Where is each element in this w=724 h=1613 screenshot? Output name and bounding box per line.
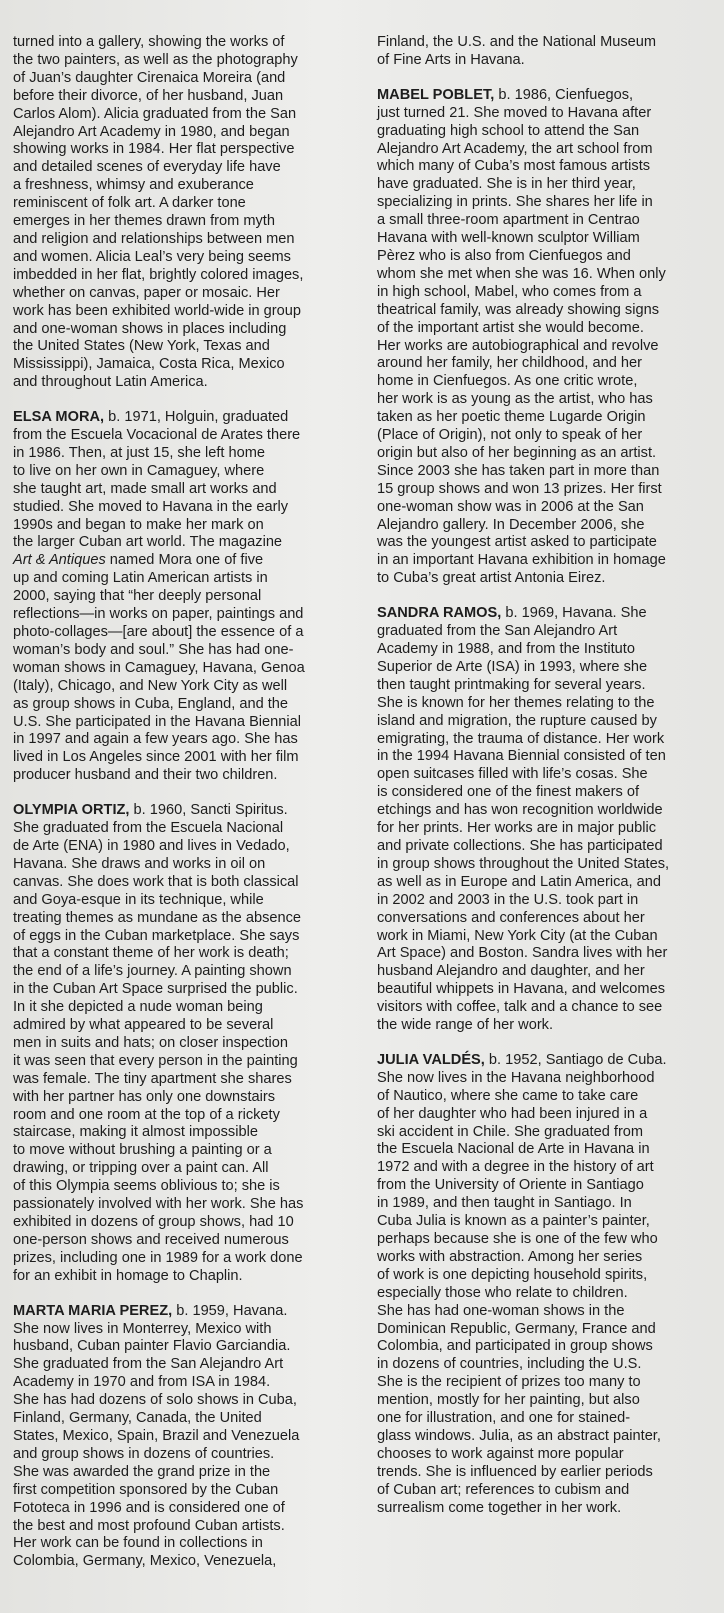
right-column [377, 34, 711, 1535]
artist-name: OLYMPIA ORTIZ, [13, 802, 130, 819]
artist-name: JULIA VALDÉS, [377, 1051, 485, 1068]
artist-name: ELSA MORA, [13, 409, 105, 426]
bio-text: b. 1971, Holguin, graduated from the Escuela Vocacional de Arates there in 1986. Then, at just 15, she left home to live on her own in Camaguey, where she taught art, made small art works and studied. She moved to Havana in the early 1990s and began to make her mark on the larger Cuban art world. The magazine [13, 409, 301, 551]
artist-name: MARTA MARIA PEREZ, [13, 1302, 173, 1319]
bio-marta-maria-perez [13, 1303, 347, 1572]
bio-elsa-mora [13, 409, 347, 785]
artist-name: SANDRA RAMOS, [377, 605, 502, 622]
bio-text: named Mora one of five up and coming Latin American artists in 2000, saying that “her deeply personal reflections—in works on paper, paintings and photo-collages—[are about] the essence of a woman’s body and soul.” She has had one- woman shows in Camaguey, Havana, Genoa (Italy), Chicago, and New York City as well as group shows in Cuba, England, and the U.S. She participated in the Havana Biennial in 1997 and again a few years ago. She has lived in Los Angeles since 2001 with her film producer husband and their two children. [13, 552, 305, 784]
bio-text: b. 1959, Havana. She now lives in Monterrey, Mexico with husband, Cuban painter Flavio Garciandia. She graduated from the San Alejandro Art Academy in 1970 and from ISA in 1984. She has had dozens of solo shows in Cuba, Finland, Germany, Canada, the United States, Mexico, Spain, Brazil and Venezuela and group shows in dozens of countries. She was awarded the grand prize in the first competition sponsored by the Cuban Fototeca in 1996 and is considered one of the best and most profound Cuban artists. Her work can be found in collections in Colombia, Germany, Mexico, Venezuela, [13, 1302, 300, 1570]
bio-sandra-ramos [377, 605, 711, 1035]
bio-julia-valdes [377, 1052, 711, 1518]
bio-mabel-poblet [377, 87, 711, 588]
bio-text: b. 1952, Santiago de Cuba. She now lives in the Havana neighborhood of Nautico, where she came to take care of her daughter who had been injured in a ski accident in Chile. She graduated from the Escuela Nacional de Arte in Havana in 1972 and with a degree in the history of art from the University of Oriente in Santiago in 1989, and then taught in Santiago. In Cuba Julia is known as a painter’s painter, perhaps because she is one of the few who works with abstraction. Among her series of work is one depicting household spirits, especially those who relate to children. She has had one-woman shows in the Dominican Republic, Germany, France and Colombia, and participated in group shows in dozens of countries, including the U.S. She is the recipient of prizes too many to mention, mostly for her painting, but also one for illustration, and one for stained- glass windows. Julia, as an abstract painter, chooses to work against more popular trends. She is influenced by earlier periods of Cuban art; references to cubism and surrealism come together in her work. [377, 1051, 667, 1516]
left-column [13, 34, 347, 1588]
bio-text: b. 1986, Cienfuegos, just turned 21. She moved to Havana after graduating high school to attend the San Alejandro Art Academy, the art school from which many of Cuba’s most famous artists have graduated. She is in her third year, specializing in prints. She shares her life in a small three-room apartment in Centrao Havana with well-known sculptor William Pèrez who is also from Cienfuegos and whom she met when she was 16. When only in high school, Mabel, who comes from a theatrical family, was already showing signs of the important artist she would become. Her works are autobiographical and revolve around her family, her childhood, and her home in Cienfuegos. As one critic wrote, her work is as young as the artist, who has taken as her poetic theme Lugarde Origin (Place of Origin), not only to speak of her origin but also of her beginning as an artist. Since 2003 she has taken part in more than 15 group shows and won 13 prizes. Her first one-woman show was in 2006 at the San Alejandro gallery. In December 2006, she was the youngest artist asked to participate in an important Havana exhibition in homage to Cuba’s great artist Antonia Eirez. [377, 86, 666, 587]
marta-maria-perez-bio-continuation: Finland, the U.S. and the National Museum of Fine Arts in Havana. [377, 34, 657, 68]
magazine-title: Art & Antiques [13, 552, 106, 569]
alicia-leal-bio-continuation: turned into a gallery, showing the works of the two painters, as well as the photography of Juan’s daughter Cirenaica Moreira (and before their divorce, of her husband, Juan Carlos Alom). Alicia graduated from the San Alejandro Art Academy in 1980, and began showing works in 1984. Her flat perspective and detailed scenes of everyday life have a freshness, whimsy and exuberance reminiscent of folk art. A darker tone emerges in her themes drawn from myth and religion and relationships between men and women. Alicia Leal’s very being seems imbedded in her flat, brightly colored images, whether on canvas, paper or mosaic. Her work has been exhibited world-wide in group and one-woman shows in places including the United States (New York, Texas and Mississippi), Jamaica, Costa Rica, Mexico and throughout Latin America. [13, 34, 304, 391]
bio-text: b. 1960, Sancti Spiritus. She graduated from the Escuela Nacional de Arte (ENA) in 1980 and lives in Vedado, Havana. She draws and works in oil on canvas. She does work that is both classical and Goya-esque in its technique, while treating themes as mundane as the absence of eggs in the Cuban marketplace. She says that a constant theme of her work is death; the end of a life’s journey. A painting shown in the Cuban Art Space surprised the public. In it she depicted a nude woman being admired by what appeared to be several men in suits and hats; on closer inspection it was seen that every person in the painting was female. The tiny apartment she shares with her partner has only one downstairs room and one room at the top of a rickety staircase, making it almost impossible to move without brushing a painting or a drawing, or tripping over a paint can. All of this Olympia seems oblivious to; she is passionately involved with her work. She has exhibited in dozens of group shows, had 10 one-person shows and received numerous prizes, including one in 1989 for a work done for an exhibit in homage to Chaplin. [13, 802, 304, 1284]
bio-olympia-ortiz [13, 802, 347, 1285]
bio-text: b. 1969, Havana. She graduated from the San Alejandro Art Academy in 1988, and from the Instituto Superior de Arte (ISA) in 1993, where she then taught printmaking for several years. She is known for her themes relating to the island and migration, the rupture caused by emigrating, the trauma of distance. Her work in the 1994 Havana Biennial consisted of ten open suitcases filled with life’s cosas. She is considered one of the finest makers of etchings and has won recognition worldwide for her prints. Her works are in major public and private collections. She has participated in group shows throughout the United States, as well as in Europe and Latin America, and in 2002 and 2003 in the U.S. took part in conversations and conferences about her work in Miami, New York City (at the Cuban Art Space) and Boston. Sandra lives with her husband Alejandro and daughter, and her beautiful whippets in Havana, and welcomes visitors with coffee, talk and a chance to see the wide range of her work. [377, 605, 670, 1034]
artist-name: MABEL POBLET, [377, 86, 495, 103]
